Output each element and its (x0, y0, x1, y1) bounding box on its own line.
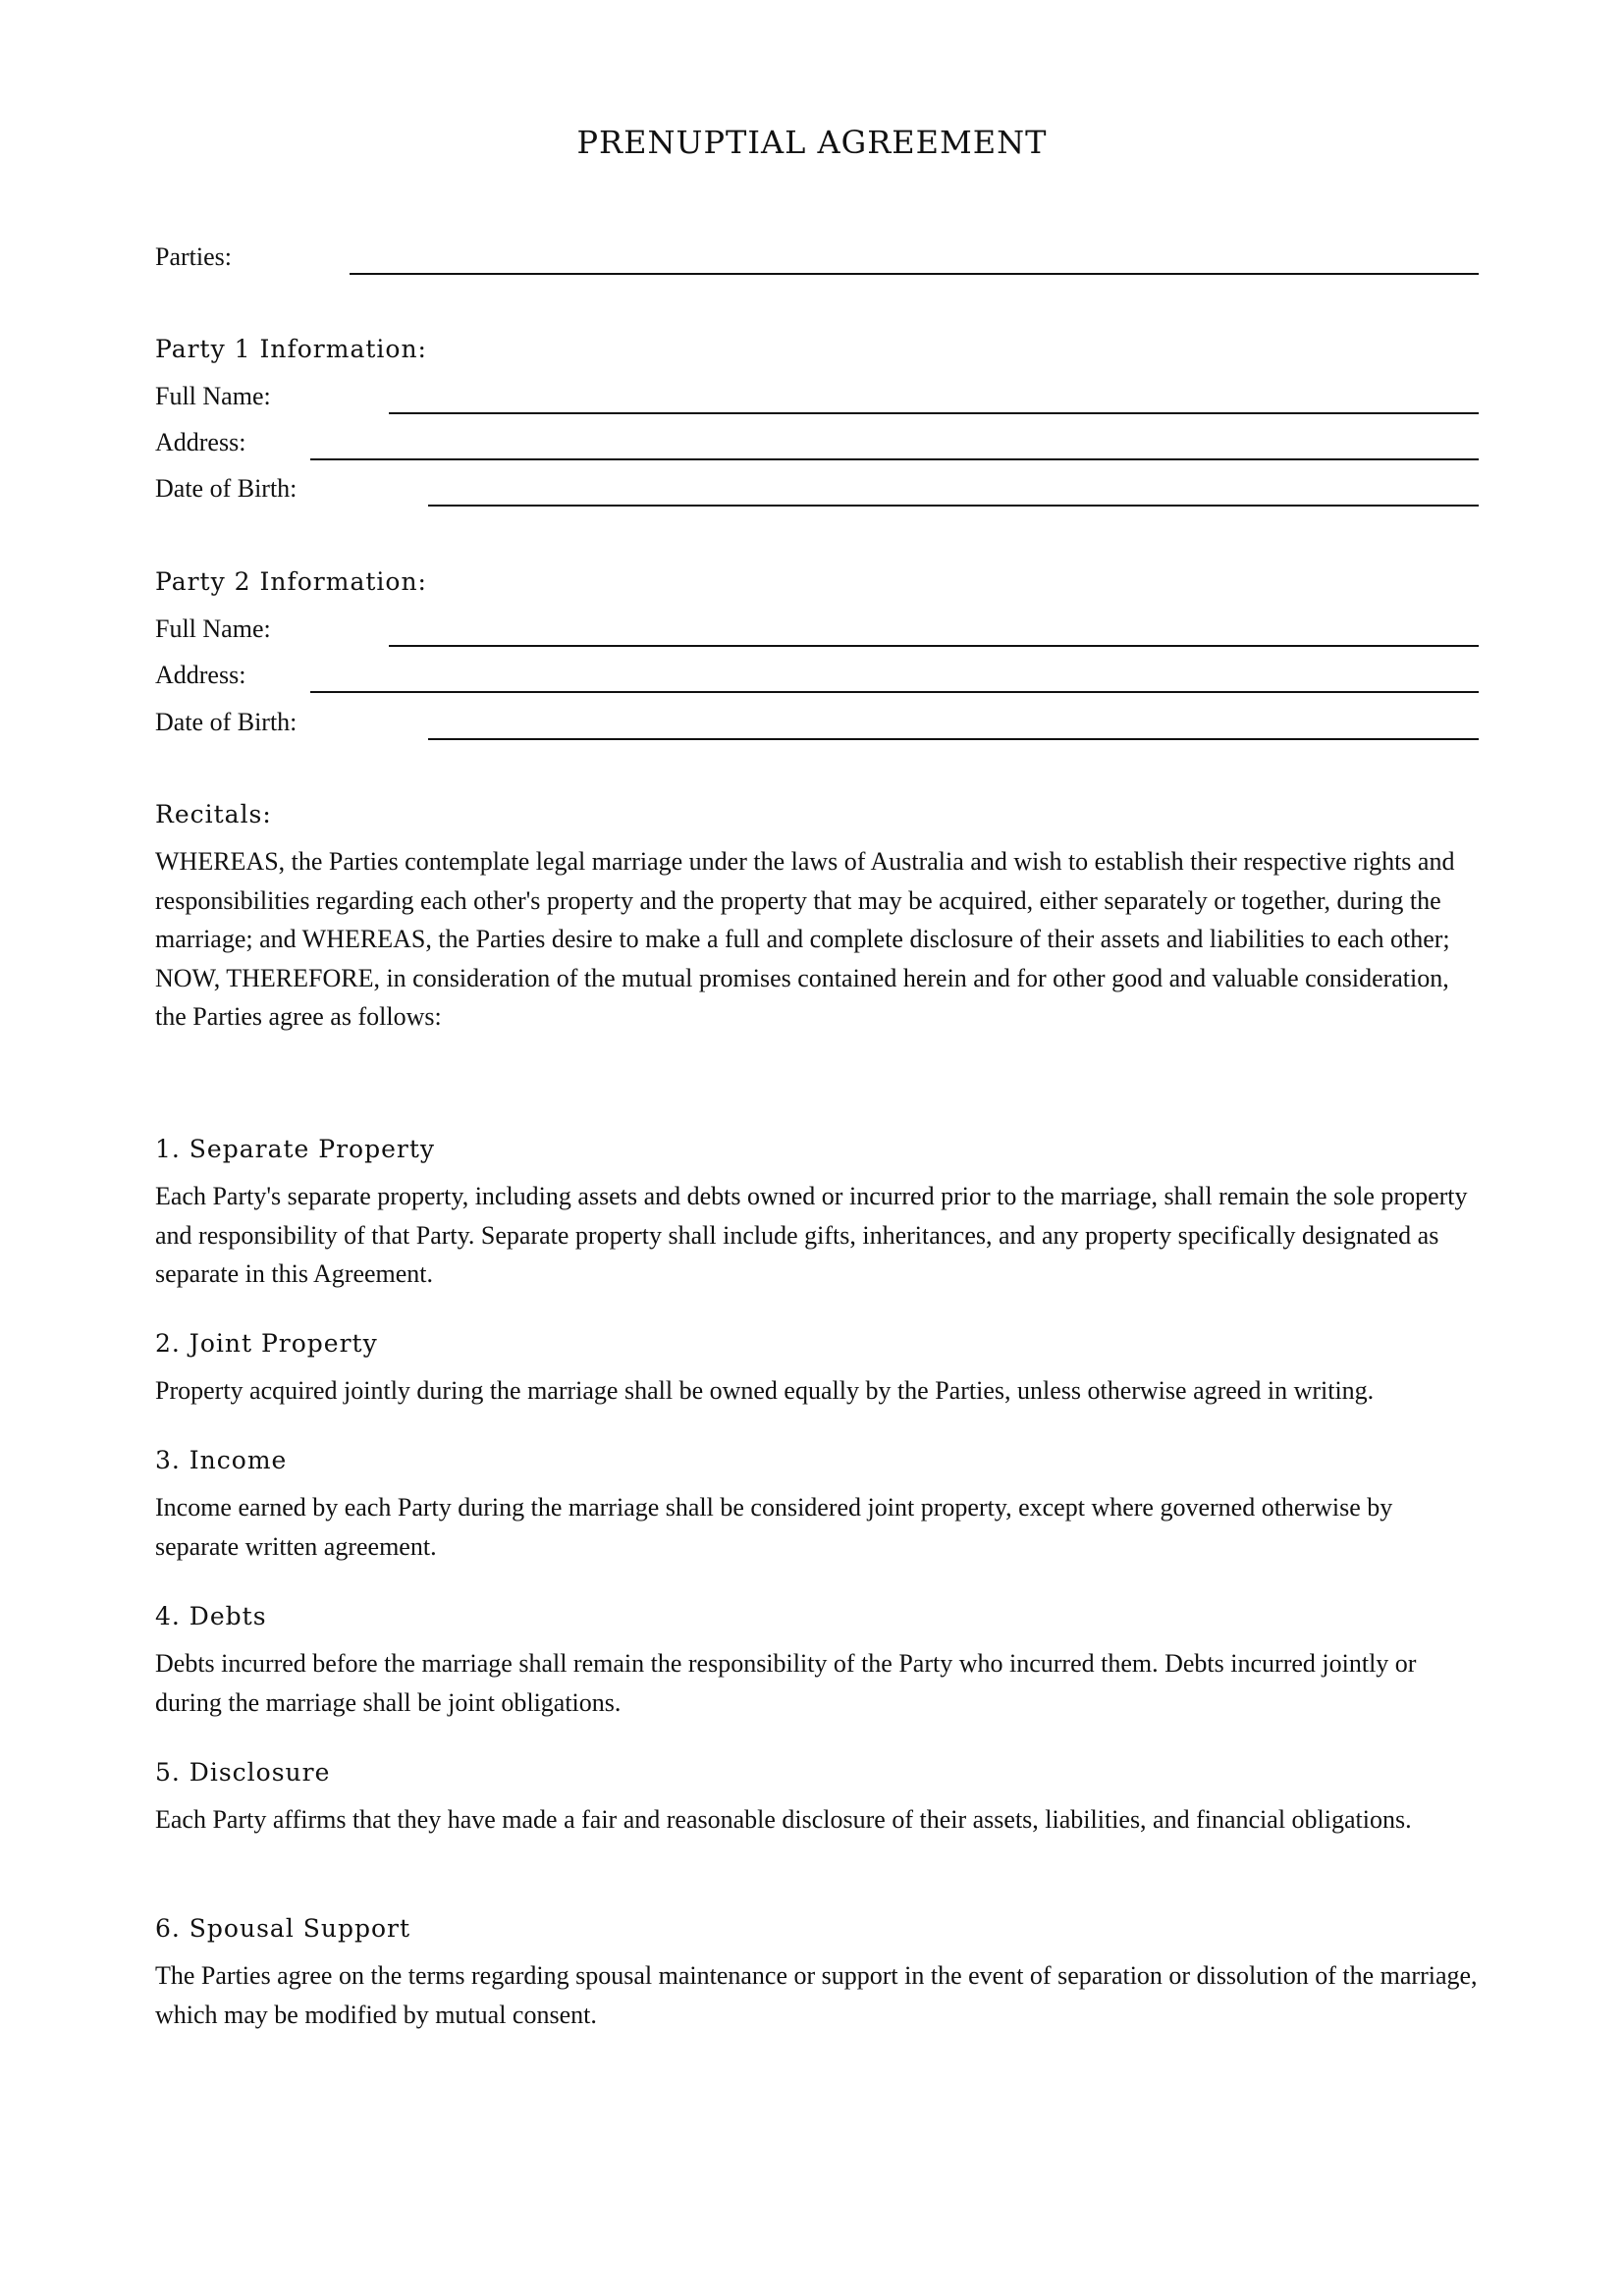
party1-address-line[interactable] (310, 458, 1479, 460)
section-text-separate-property: Each Party's separate property, including assets and debts owned or incurred prior to the marriage, shall remain the sole property and responsibility of that Party. Separate property shall include gifts, inheritances, and any property specifically designated as separate in this Agreement. (155, 1182, 1468, 1288)
parties-label: Parties: (155, 242, 232, 271)
document-title: PRENUPTIAL AGREEMENT (576, 124, 1048, 161)
party2-full-name-label: Full Name: (155, 614, 271, 643)
party2-address-field (155, 656, 1479, 695)
party2-address-label: Address: (155, 661, 246, 689)
party2-dob-line[interactable] (428, 738, 1479, 740)
party2-address-line[interactable] (310, 691, 1479, 693)
party1-address-field (155, 423, 1479, 462)
section-heading-income: 3. Income (155, 1446, 288, 1474)
section-heading-joint-property: 2. Joint Property (155, 1329, 378, 1358)
party2-full-name-field (155, 610, 1479, 649)
party2-dob-field (155, 703, 1479, 742)
recitals-text: WHEREAS, the Parties contemplate legal marriage under the laws of Australia and wish to establish their respective rights and responsibilities regarding each other's property and the property that may be acquired, either separately or together, during the marriage; and WHEREAS, the Parties desire to make a full and complete disclosure of their assets and liabilities to each other; NOW, THEREFORE, in consideration of the mutual promises contained herein and for other good and valuable consideration, the Parties agree as follows: (155, 847, 1455, 1031)
section-text-debts: Debts incurred before the marriage shall remain the responsibility of the Party who incurred them. Debts incurred jointly or during the marriage shall be joint obligations. (155, 1649, 1417, 1717)
section-text-disclosure: Each Party affirms that they have made a fair and reasonable disclosure of their assets, liabilities, and financial obligations. (155, 1805, 1412, 1834)
party1-full-name-label: Full Name: (155, 382, 271, 410)
party1-full-name-line[interactable] (389, 412, 1479, 414)
section-heading-debts: 4. Debts (155, 1602, 267, 1630)
party1-heading: Party 1 Information: (155, 335, 427, 363)
section-text-spousal-support: The Parties agree on the terms regarding spousal maintenance or support in the event of separation or dissolution of the marriage, which may be modified by mutual consent. (155, 1961, 1478, 2029)
section-heading-spousal-support: 6. Spousal Support (155, 1914, 411, 1943)
party1-dob-field (155, 469, 1479, 508)
party1-address-label: Address: (155, 428, 246, 456)
section-text-income: Income earned by each Party during the marriage shall be considered joint property, except where governed otherwise by separate written agreement. (155, 1493, 1393, 1561)
party1-dob-label: Date of Birth: (155, 474, 298, 503)
party2-dob-label: Date of Birth: (155, 708, 298, 736)
section-text-joint-property: Property acquired jointly during the marriage shall be owned equally by the Parties, unless otherwise agreed in writing. (155, 1376, 1375, 1405)
party2-full-name-line[interactable] (389, 645, 1479, 647)
parties-field (155, 238, 1479, 277)
section-heading-separate-property: 1. Separate Property (155, 1135, 436, 1163)
parties-blank-line[interactable] (350, 273, 1479, 275)
section-heading-disclosure: 5. Disclosure (155, 1758, 331, 1787)
recitals-heading: Recitals: (155, 800, 272, 828)
party2-heading: Party 2 Information: (155, 567, 427, 596)
party1-dob-line[interactable] (428, 505, 1479, 507)
party1-full-name-field (155, 377, 1479, 416)
